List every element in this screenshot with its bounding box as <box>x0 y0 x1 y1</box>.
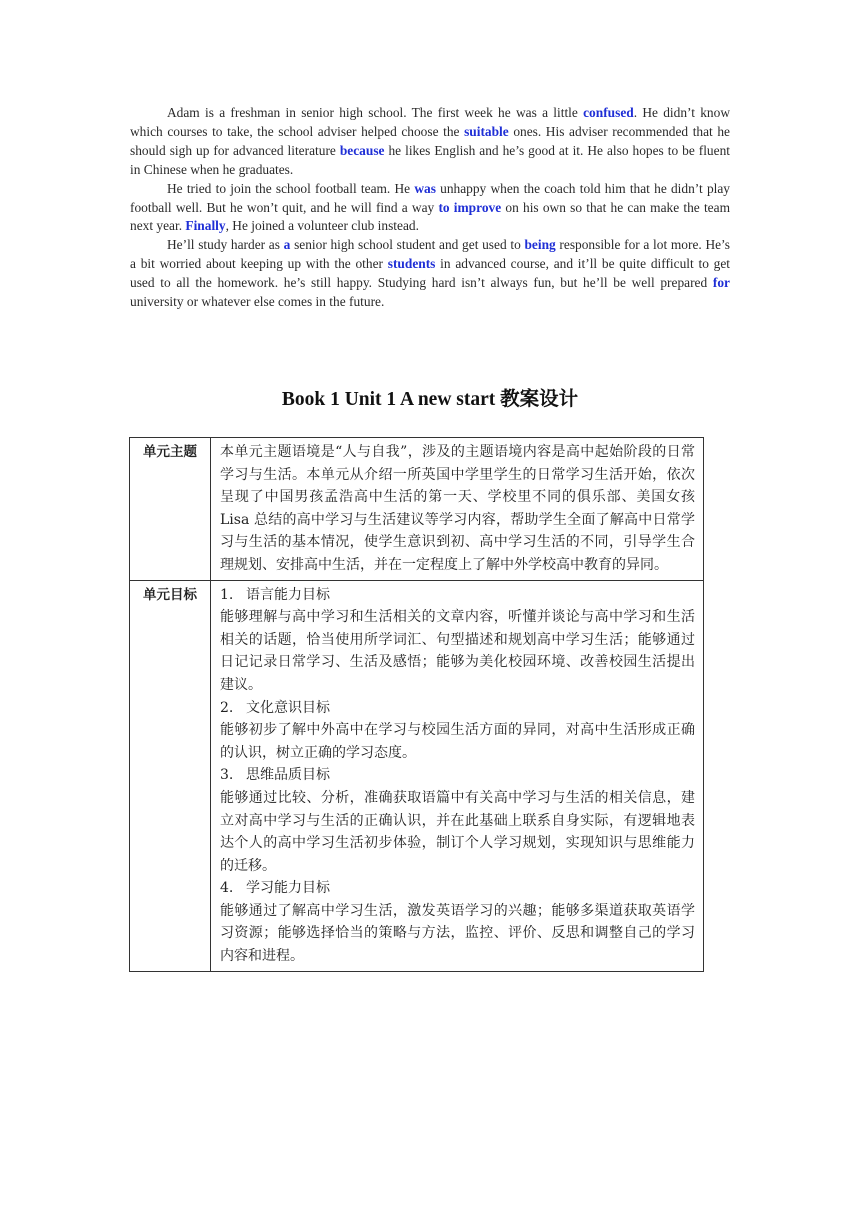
theme-text: 本单元主题语境是“人与自我”，涉及的主题语境内容是高中起始阶段的日常学习与生活。本单元从介绍一所英国中学里学生的日常学习生活开始，依次呈现了中国男孩孟浩高中生活的第一天、学校里不同的俱乐部、美国女孩 Lisa 总结的高中学习与生活建议等学习内容，帮助学生全面了解高中日常学习与生活的基本情况，使学生意识到初、高中学习生活的不同，引导学生合理规划、安排高中生活，并在一定程度上了解中外学校高中教育的异同。 <box>211 438 704 581</box>
passage-text: He tried to join the school football team. He <box>167 180 415 196</box>
passage-paragraph-3 <box>130 236 730 312</box>
passage-text: ones. His adviser recommended that he should sigh up for advanced literature <box>130 123 730 158</box>
passage-text: responsible for a lot more. He’s a bit worried about keeping up with the other <box>130 237 730 272</box>
goal-heading <box>220 584 695 607</box>
goal-number: 2. <box>220 699 234 716</box>
theme-label: 单元主题 <box>130 438 211 581</box>
passage-text: in advanced course, and it’ll be quite difficult to get used to all the homework. he’s still happy. Studying hard isn’t always fun, but he’ll be well prepared <box>130 256 731 291</box>
highlighted-word: Finally <box>185 218 226 234</box>
goal-heading <box>220 877 695 900</box>
highlighted-word: for <box>712 275 730 291</box>
goal-text: 能够通过比较、分析，准确获取语篇中有关高中学习与生活的相关信息，建立对高中学习与生活的正确认识，并在此基础上联系自身实际，有逻辑地表达个人的高中学习生活初步体验，制订个人学习规划，实现知识与思维能力的迁移。 <box>220 789 695 874</box>
passage-text: unhappy when the coach told him that he didn’t play football well. But he won’t quit, and he will find a way <box>130 180 731 215</box>
goal-heading <box>220 697 695 720</box>
highlighted-word: suitable <box>464 123 509 139</box>
highlighted-word: being <box>524 237 556 253</box>
highlighted-word: was <box>414 180 436 196</box>
highlighted-word: students <box>387 256 436 272</box>
goal-title: 语言能力目标 <box>246 586 330 603</box>
goal-text: 能够通过了解高中学习生活，激发英语学习的兴趣；能够多渠道获取英语学习资源；能够选择恰当的策略与方法，监控、评价、反思和调整自己的学习内容和进程。 <box>220 902 695 965</box>
passage-text: , He joined a volunteer club instead. <box>225 218 419 234</box>
highlighted-word: confused <box>583 105 634 120</box>
passage-paragraph-1 <box>130 104 730 180</box>
goals-label: 单元目标 <box>130 580 211 971</box>
highlighted-word: because <box>339 142 385 158</box>
goal-number: 4. <box>220 880 234 897</box>
reading-passage <box>130 104 730 312</box>
lesson-plan-table <box>129 437 704 972</box>
highlighted-word: a <box>283 237 291 253</box>
goal-heading <box>220 764 695 787</box>
table-row-theme <box>130 438 704 581</box>
table-row-goals <box>130 580 704 971</box>
goal-number: 3. <box>220 767 234 784</box>
document-title: Book 1 Unit 1 A new start 教案设计 <box>281 389 579 410</box>
goal-text: 能够初步了解中外高中在学习与校园生活方面的异同，对高中生活形成正确的认识，树立正确的学习态度。 <box>220 722 695 761</box>
passage-text: university or whatever else comes in the future. <box>130 294 385 310</box>
passage-text: . He didn’t know which courses to take, the school adviser helped choose the <box>130 105 730 139</box>
passage-text: Adam is a freshman in senior high school. The first week he was a little <box>167 105 584 120</box>
highlighted-word: to improve <box>438 199 502 215</box>
passage-paragraph-2 <box>130 180 730 237</box>
passage-text: He’ll study harder as <box>167 237 284 253</box>
passage-text: senior high school student and get used to <box>290 237 525 253</box>
goals-content <box>211 580 704 971</box>
goal-title: 学习能力目标 <box>246 880 330 897</box>
passage-text: he likes English and he’s good at it. He also hopes to be fluent in Chinese when he graduates. <box>130 142 730 177</box>
passage-text: on his own so that he can make the team next year. <box>130 199 730 234</box>
goal-text: 能够理解与高中学习和生活相关的文章内容，听懂并谈论与高中学习和生活相关的话题，恰当使用所学词汇、句型描述和规划高中学习生活；能够通过日记记录日常学习、生活及感悟；能够为美化校园环境、改善校园生活提出建议。 <box>220 609 695 693</box>
goal-title: 思维品质目标 <box>246 767 330 784</box>
goal-number: 1. <box>220 586 234 603</box>
goal-title: 文化意识目标 <box>246 699 330 716</box>
